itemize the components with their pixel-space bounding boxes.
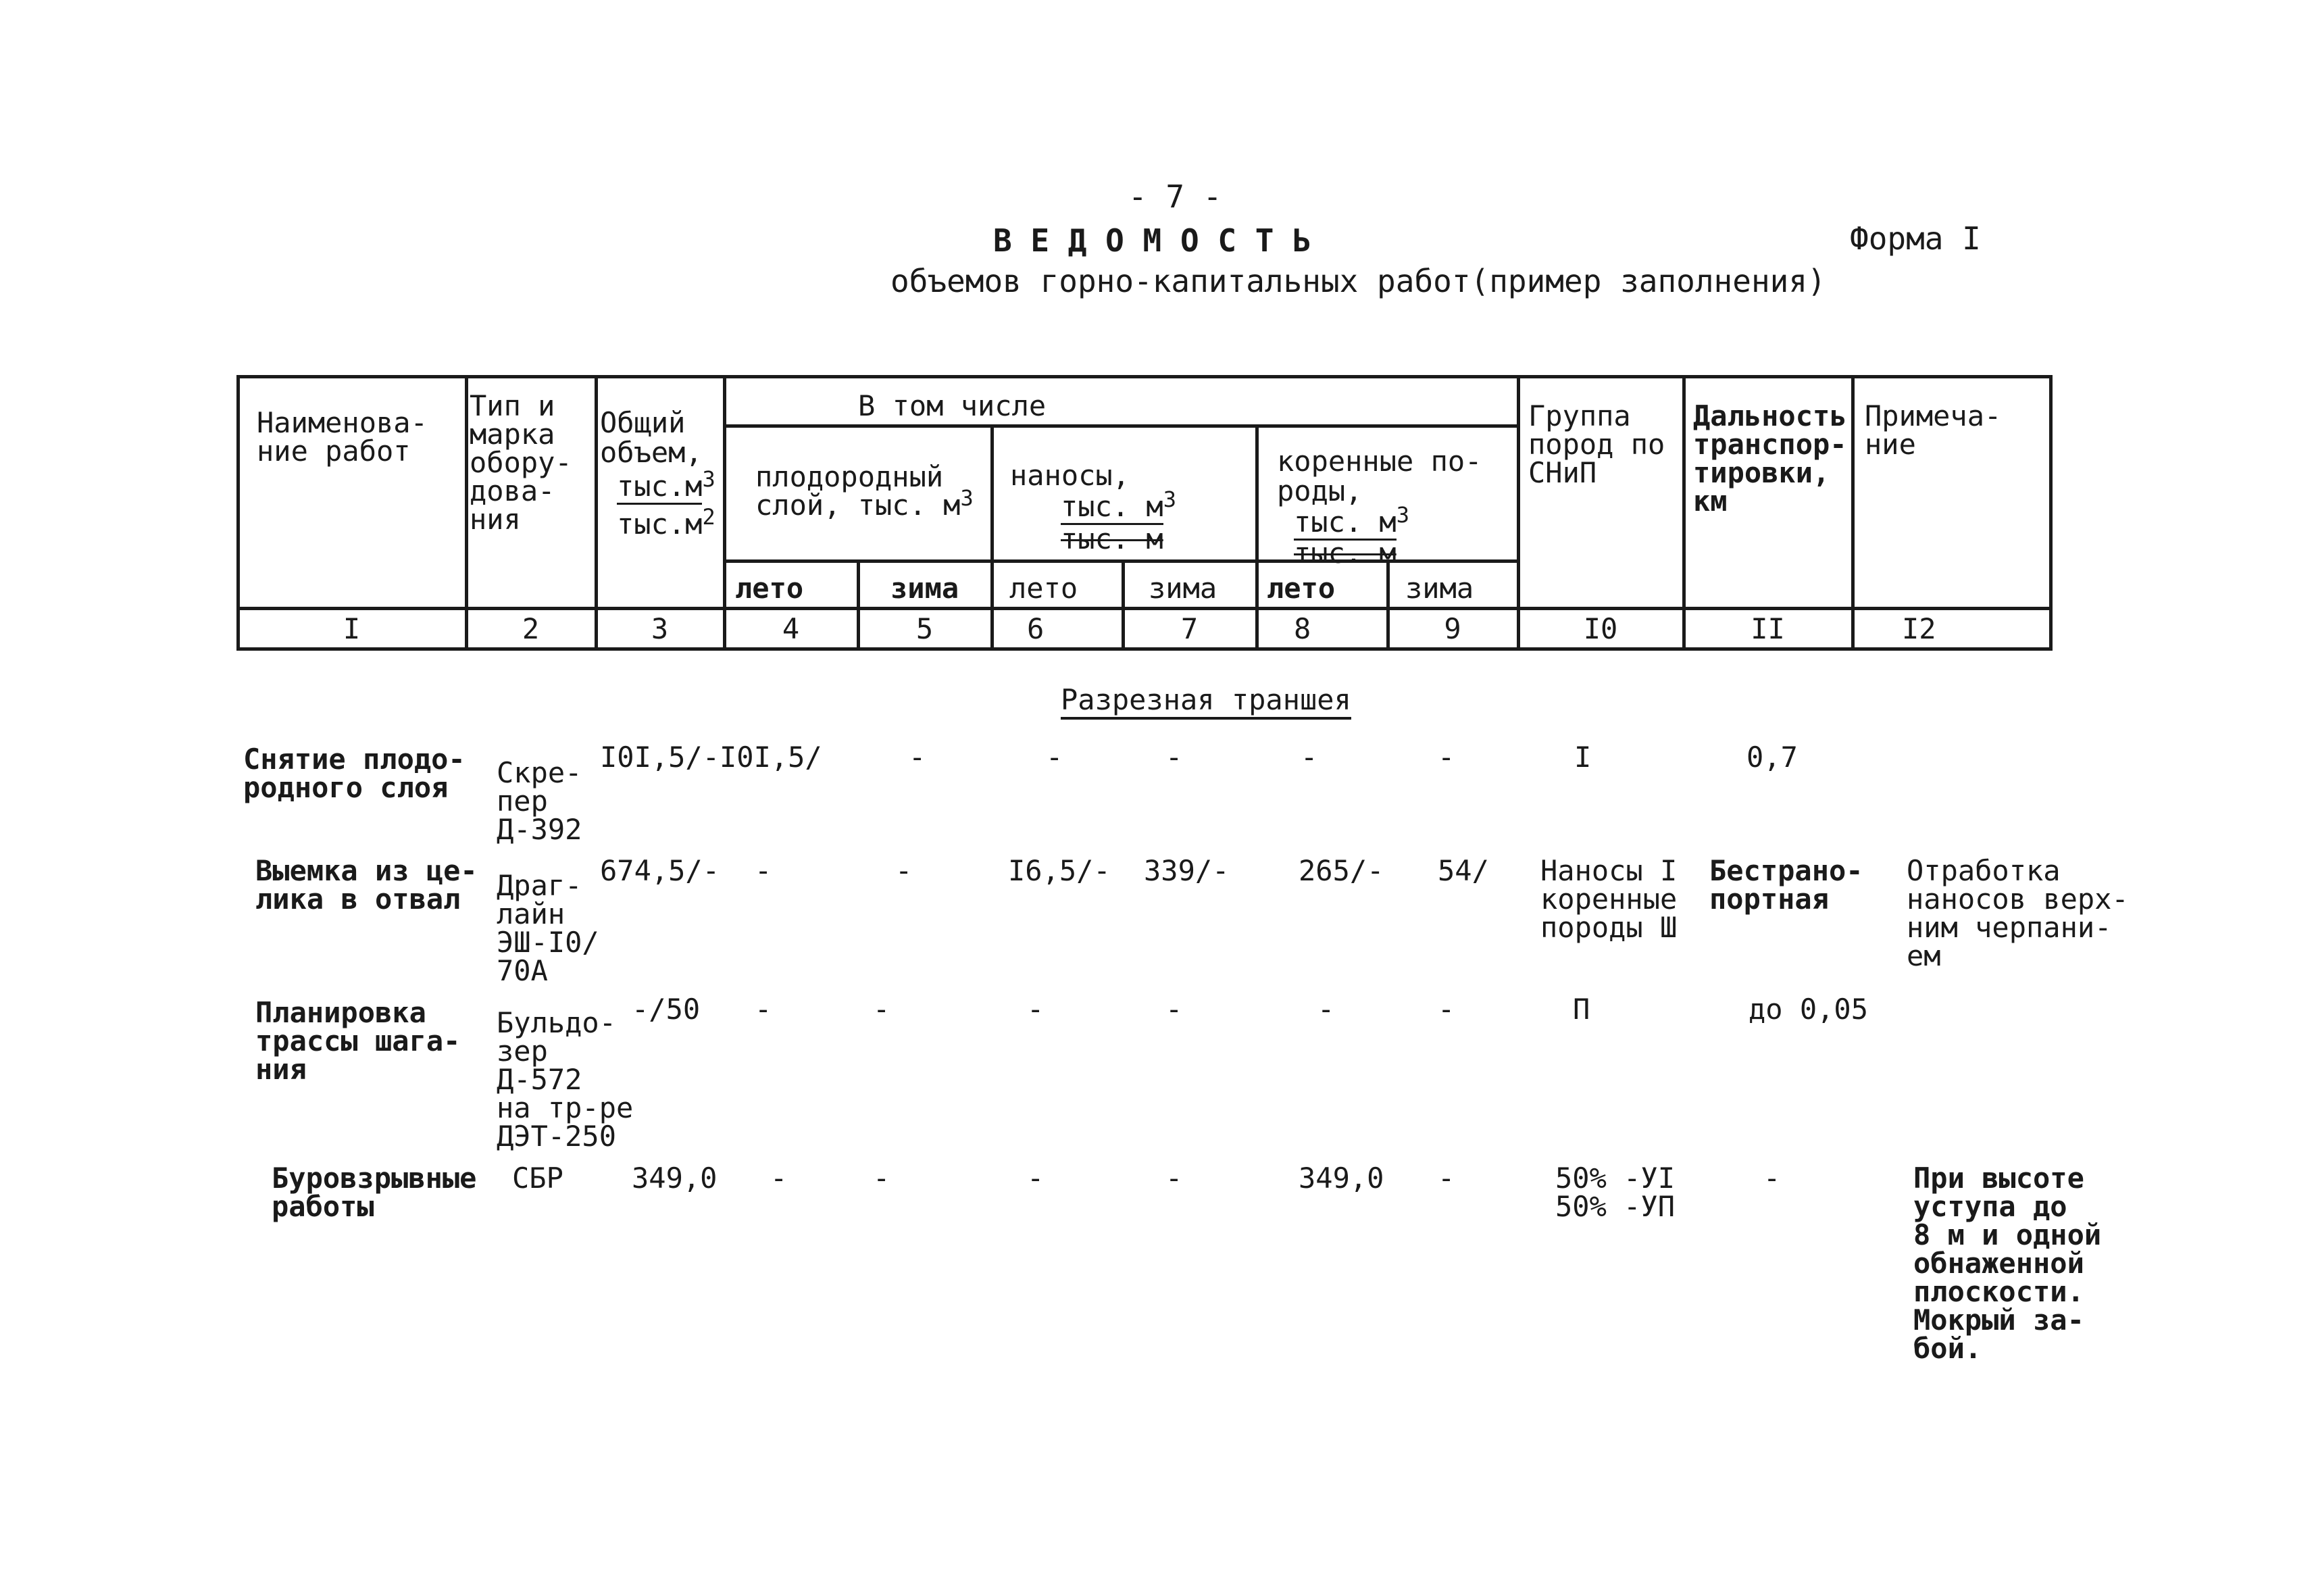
row-3-equipment: Бульдо- зер Д-572 на тр-ре ДЭТ-250 [497,1006,634,1153]
row-3-c9: - [1438,993,1455,1026]
row-3-c5: - [873,993,890,1026]
row-1-work-name: Снятие плодо- родного слоя [243,743,466,804]
header-notes: Примеча- ние [1865,399,2002,461]
row-4-equipment: СБР [512,1162,563,1195]
header-winter-5: зима [890,572,959,605]
column-number-1: I [343,612,361,645]
column-number-11: II [1751,612,1785,645]
header-fertile-layer [755,460,974,522]
column-number-6: 6 [1027,612,1045,645]
row-2-distance: Бестрано- портная [1709,854,1863,916]
header-transport-distance: Дальность транспор- тировки, км [1693,399,1847,518]
column-number-10: I0 [1583,612,1618,645]
row-3-group: П [1573,993,1590,1026]
section-title: Разрезная траншея [1061,686,1351,720]
row-3-c8: - [1317,993,1335,1026]
row-2-c4: - [755,854,772,887]
row-2-c5: - [895,854,913,887]
row-2-note: Отработка наносов верх- ним черпани- ем [1907,854,2129,972]
column-number-7: 7 [1180,612,1199,645]
row-2-group: Наносы I коренные породы Ш [1540,854,1678,944]
row-3-work-name: Планировка трассы шага- ния [255,996,461,1086]
row-3-total: -/50 [632,993,701,1026]
header-fertile-sup3: 3 [960,485,974,511]
header-summer-6: лето [1009,572,1078,605]
column-number-3: 3 [651,612,669,645]
row-4-work-name: Буровзрывные работы [272,1162,477,1223]
row-3-distance: до 0,05 [1749,993,1869,1026]
row-1-c7: - [1165,741,1183,774]
row-4-c4: - [770,1162,788,1195]
header-work-name: Наименова- ние работ [257,406,428,468]
header-total-denominator: тыс.м [617,507,703,541]
row-3-c4: - [755,993,772,1026]
row-2-c6: I6,5/- [1008,854,1111,887]
row-1-c9: - [1438,741,1455,774]
page-number: - 7 - [1128,178,1222,215]
row-4-c5: - [873,1162,890,1195]
row-1-distance: 0,7 [1746,741,1798,774]
document-subtitle: объемов горно-капитальных работ(пример заполнения) [890,263,1826,299]
header-alluvium-denominator: тыс. м [1061,522,1163,555]
header-bedrock-line2: роды, [1277,474,1363,507]
header-bedrock [1277,447,1482,568]
row-4-group: 50% -УI 50% -УП [1555,1162,1676,1223]
header-winter-7: зима [1149,572,1217,605]
header-total-line2: объем, [600,436,703,469]
header-alluvium-numerator: тыс. м [1061,490,1163,525]
row-2-c8: 265/- [1299,854,1384,887]
column-number-2: 2 [522,612,540,645]
row-4-total: 349,0 [632,1162,718,1195]
header-total-line1: Общий [600,406,686,439]
row-4-c6: - [1027,1162,1045,1195]
header-total-sup3: 3 [702,466,715,492]
row-1-c8: - [1301,741,1318,774]
row-1-equipment: Скре- пер Д-392 [497,756,582,846]
row-1-total: I0I,5/-I0I,5/ [600,741,822,774]
header-alluvium-sup3: 3 [1163,487,1176,512]
header-winter-9: зима [1405,572,1474,605]
header-summer-8: лето [1267,572,1336,605]
header-bedrock-line1: коренные по- [1277,445,1482,478]
row-4-c9: - [1438,1162,1455,1195]
row-2-total: 674,5/- [600,854,720,887]
header-bedrock-sup3: 3 [1396,502,1409,528]
column-number-12: I2 [1902,612,1936,645]
column-number-5: 5 [915,612,934,645]
header-summer-4: лето [735,572,804,605]
header-group-including: В том числе [858,389,1047,422]
row-1-group: I [1574,741,1592,774]
row-4-c7: - [1165,1162,1183,1195]
header-fertile-label: плодородный слой, тыс. м [755,460,961,522]
header-alluvium-line1: наносы, [1010,459,1130,492]
header-bedrock-denominator: тыс. м [1294,537,1397,570]
header-alluvium [1010,459,1176,555]
header-equipment: Тип и марка обору- дова- ния [470,389,572,536]
header-total-volume [600,406,715,541]
header-total-numerator: тыс.м [617,470,702,505]
row-1-c6: - [1046,741,1063,774]
row-4-note: При высоте уступа до 8 м и одной обнаженной плоскости. Мокрый за- бой. [1913,1162,2102,1365]
document-title: В Е Д О М О С Т Ь [993,222,1311,259]
row-3-c7: - [1165,993,1183,1026]
column-number-4: 4 [782,612,800,645]
header-total-sup2: 2 [702,504,715,530]
row-3-c6: - [1027,993,1045,1026]
row-4-distance: - [1763,1162,1781,1195]
header-bedrock-numerator: тыс. м [1294,505,1397,541]
header-rock-group: Группа пород по СНиП [1528,399,1665,489]
row-2-work-name: Выемка из це- лика в отвал [255,854,478,916]
form-label: Форма I [1850,220,1981,257]
row-2-equipment: Драг- лайн ЭШ-I0/ 70А [497,869,599,987]
row-4-c8: 349,0 [1299,1162,1384,1195]
column-number-9: 9 [1444,612,1461,645]
column-number-8: 8 [1294,612,1311,645]
row-2-c9: 54/ [1438,854,1489,887]
row-1-c5: - [909,741,926,774]
row-2-c7: 339/- [1144,854,1230,887]
